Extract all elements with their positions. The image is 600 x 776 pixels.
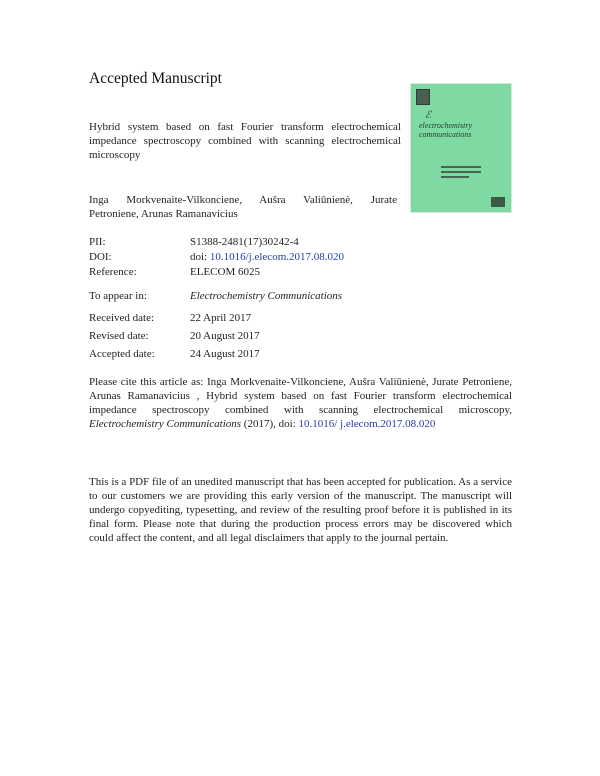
revised-row bbox=[89, 329, 260, 344]
doi-label: DOI: bbox=[89, 251, 112, 263]
author-line-2: Petroniene, Arunas Ramanavicius bbox=[89, 208, 238, 220]
pii-label: PII: bbox=[89, 236, 106, 248]
appear-value: Electrochemistry Communications bbox=[190, 290, 343, 302]
cover-thumbnail bbox=[416, 89, 430, 105]
doi-link[interactable]: 10.1016/j.elecom.2017.08.020 bbox=[209, 251, 344, 263]
journal-logo-icon: ℰ bbox=[425, 110, 432, 121]
revised-value: 20 August 2017 bbox=[190, 330, 260, 342]
page-heading: Accepted Manuscript bbox=[89, 70, 222, 87]
appear-row bbox=[89, 289, 342, 304]
appear-label: To appear in: bbox=[89, 290, 147, 302]
received-row bbox=[89, 311, 260, 326]
reference-row bbox=[89, 265, 344, 280]
received-value: 22 April 2017 bbox=[190, 312, 252, 324]
author-list bbox=[89, 193, 397, 221]
revised-label: Revised date: bbox=[89, 330, 149, 342]
reference-label: Reference: bbox=[89, 266, 137, 278]
identifier-block bbox=[89, 235, 344, 280]
doi-row bbox=[89, 250, 344, 265]
journal-cover-image bbox=[410, 83, 512, 213]
pii-value: S1388-2481(17)30242-4 bbox=[190, 236, 299, 248]
citation-doi-link[interactable]: 10.1016/ j.elecom.2017.08.020 bbox=[298, 418, 436, 430]
accepted-label: Accepted date: bbox=[89, 348, 155, 360]
author-line-1: Inga Morkvenaite-Vilkonciene, Aušra Valiūnienė, Jurate bbox=[89, 194, 397, 206]
citation-year-doi: (2017), doi: bbox=[241, 418, 299, 430]
received-label: Received date: bbox=[89, 312, 155, 324]
doi-prefix: doi: bbox=[190, 251, 208, 263]
pii-row bbox=[89, 235, 344, 250]
publisher-logo-icon bbox=[491, 197, 505, 207]
accepted-row bbox=[89, 347, 260, 362]
accepted-value: 24 August 2017 bbox=[190, 348, 260, 360]
citation-text: Please cite this article as: Inga Morkvenaite-Vilkonciene, Aušra Valiūnienė, Jurate Petroniene, Arunas Ramanavicius , Hybrid system based on fast Fourier transform electrochemical impedance spectroscopy combined with scanning electrochemical microscopy, bbox=[89, 376, 512, 416]
appear-block bbox=[89, 289, 342, 304]
cover-text-lines bbox=[441, 166, 481, 181]
citation-paragraph bbox=[89, 375, 512, 431]
cover-journal-title: electrochemistry communications bbox=[419, 121, 473, 139]
citation-journal: Electrochemistry Communications bbox=[89, 418, 242, 430]
reference-value: ELECOM 6025 bbox=[190, 266, 260, 278]
dates-block bbox=[89, 311, 260, 362]
article-title: Hybrid system based on fast Fourier transform electrochemical impedance spectroscopy combined with scanning electrochemical microscopy bbox=[89, 121, 401, 161]
notice-paragraph: This is a PDF file of an unedited manuscript that has been accepted for publication. As a service to our customers we are providing this early version of the manuscript. The manuscript will undergo copyediting, typesetting, and review of the resulting proof before it is published in its final form. Please note that during the production process errors may be discovered which could affect the content, and all legal disclaimers that apply to the journal pertain. bbox=[89, 476, 512, 544]
